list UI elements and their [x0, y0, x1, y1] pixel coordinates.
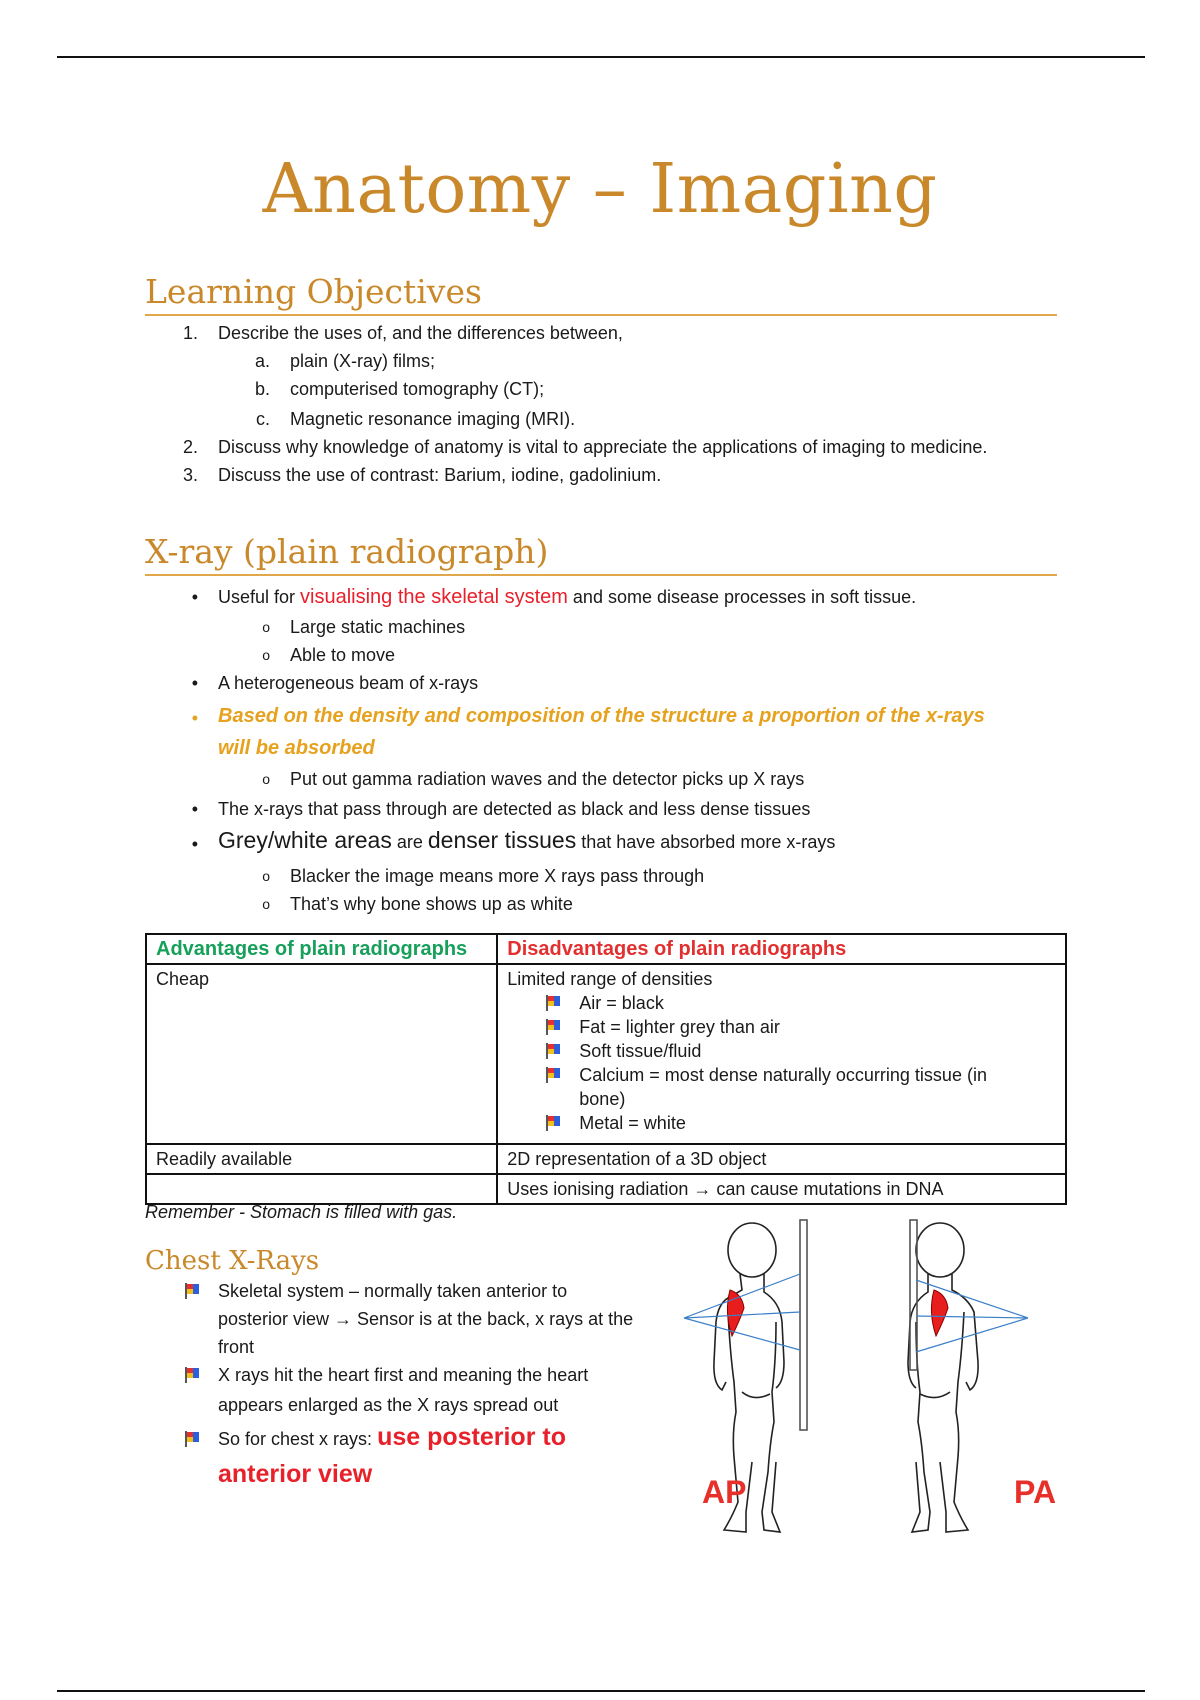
chest-xrays-heading: Chest X-Rays — [145, 1246, 320, 1276]
flag-bullet-icon — [543, 994, 563, 1012]
pa-heart-shape — [931, 1290, 948, 1336]
sub-bullet-text: Large static machines — [290, 617, 466, 637]
table-cell: Uses ionising radiation → can cause mutations in DNA — [497, 1174, 1066, 1204]
flag-bullet-icon — [182, 1366, 202, 1384]
list-item: Magnetic resonance imaging (MRI). — [290, 409, 576, 429]
bullet-dot: • — [191, 834, 198, 854]
page-title: Anatomy – Imaging — [262, 150, 938, 229]
chest-point-text: front — [218, 1337, 255, 1357]
bullet-text-emphasis: will be absorbed — [218, 737, 375, 759]
density-item: Fat = lighter grey than air — [507, 1015, 1056, 1039]
sub-bullet-circle: o — [262, 619, 270, 635]
list-letter: b. — [254, 379, 270, 399]
density-item: Calcium = most dense naturally occurring tissue (in — [507, 1063, 1056, 1087]
comparison-table — [145, 933, 1067, 1205]
bullet-text-emphasis: Based on the density and composition of the structure a proportion of the x-rays — [218, 705, 985, 727]
chest-point-text: So for chest x rays: use posterior to — [218, 1423, 566, 1451]
remember-note: Remember - Stomach is filled with gas. — [145, 1202, 458, 1222]
sub-bullet-text: Able to move — [290, 645, 396, 665]
list-item: Discuss the use of contrast: Barium, iodine, gadolinium. — [218, 465, 662, 485]
sub-bullet-text: Put out gamma radiation waves and the detector picks up X rays — [290, 769, 805, 789]
learning-objectives-heading: Learning Objectives — [145, 272, 1057, 316]
flag-bullet-icon — [182, 1282, 202, 1300]
sub-bullet-text: Blacker the image means more X rays pass through — [290, 866, 705, 886]
bottom-rule — [57, 1690, 1145, 1692]
table-header-row — [146, 934, 1066, 964]
table-cell — [146, 1174, 497, 1204]
bullet-dot: • — [191, 673, 198, 693]
density-item-continuation: bone) — [579, 1089, 626, 1109]
flag-bullet-icon — [543, 1114, 563, 1132]
list-item: Discuss why knowledge of anatomy is vital to appreciate the applications of imaging to medicine. — [218, 437, 988, 457]
flag-bullet-icon — [182, 1430, 202, 1448]
list-letter: a. — [254, 351, 270, 371]
cell-text: Limited range of densities — [507, 969, 713, 989]
sub-bullet-circle: o — [262, 771, 270, 787]
flag-bullet-icon — [543, 1066, 563, 1084]
bullet-text: The x-rays that pass through are detected as black and less dense tissues — [218, 799, 811, 819]
disadvantages-header: Disadvantages of plain radiographs — [497, 934, 1066, 964]
list-number: 1. — [182, 323, 198, 343]
flag-bullet-icon — [543, 1018, 563, 1036]
ap-label: AP — [702, 1474, 747, 1510]
table-row — [146, 1174, 1066, 1204]
density-item: Metal = white — [507, 1111, 1056, 1135]
list-item: plain (X-ray) films; — [290, 351, 436, 371]
chest-point-text: appears enlarged as the X rays spread out — [218, 1395, 559, 1415]
sub-bullet-text: That’s why bone shows up as white — [290, 894, 573, 914]
table-row — [146, 964, 1066, 1144]
list-number: 2. — [182, 437, 198, 457]
pa-label: PA — [1014, 1474, 1057, 1510]
list-item: computerised tomography (CT); — [290, 379, 545, 399]
list-letter: c. — [255, 409, 270, 429]
sub-bullet-circle: o — [262, 896, 270, 912]
xray-heading: X-ray (plain radiograph) — [145, 532, 1057, 576]
table-cell — [497, 964, 1066, 1144]
bullet-dot: • — [191, 708, 198, 728]
chest-point-emphasis: anterior view — [218, 1460, 373, 1488]
density-item: Soft tissue/fluid — [507, 1039, 1056, 1063]
ap-heart-shape — [727, 1290, 744, 1336]
list-item: Describe the uses of, and the differences between, — [218, 323, 623, 343]
advantages-header: Advantages of plain radiographs — [146, 934, 497, 964]
top-rule — [57, 56, 1145, 58]
table-row — [146, 1144, 1066, 1174]
bullet-text: Grey/white areas are denser tissues that have absorbed more x-rays — [218, 827, 836, 853]
chest-point-text: Skeletal system – normally taken anterior to — [218, 1281, 568, 1301]
sub-bullet-circle: o — [262, 647, 270, 663]
list-number: 3. — [182, 465, 198, 485]
table-cell: Readily available — [146, 1144, 497, 1174]
density-item: Air = black — [507, 991, 1056, 1015]
sub-bullet-circle: o — [262, 868, 270, 884]
bullet-dot: • — [191, 587, 198, 607]
bullet-text: A heterogeneous beam of x-rays — [218, 673, 479, 693]
ap-detector-plate — [800, 1220, 807, 1430]
bullet-dot: • — [191, 799, 198, 819]
table-cell: Cheap — [146, 964, 497, 1144]
chest-point-text: X rays hit the heart first and meaning the heart — [218, 1365, 589, 1385]
pa-xray-beam — [916, 1280, 1028, 1352]
pa-body-illustration — [908, 1223, 978, 1532]
table-cell: 2D representation of a 3D object — [497, 1144, 1066, 1174]
chest-point-text: posterior view → Sensor is at the back, x rays at the — [218, 1309, 634, 1329]
flag-bullet-icon — [543, 1042, 563, 1060]
bullet-text: Useful for visualising the skeletal system and some disease processes in soft tissue. — [218, 586, 917, 608]
